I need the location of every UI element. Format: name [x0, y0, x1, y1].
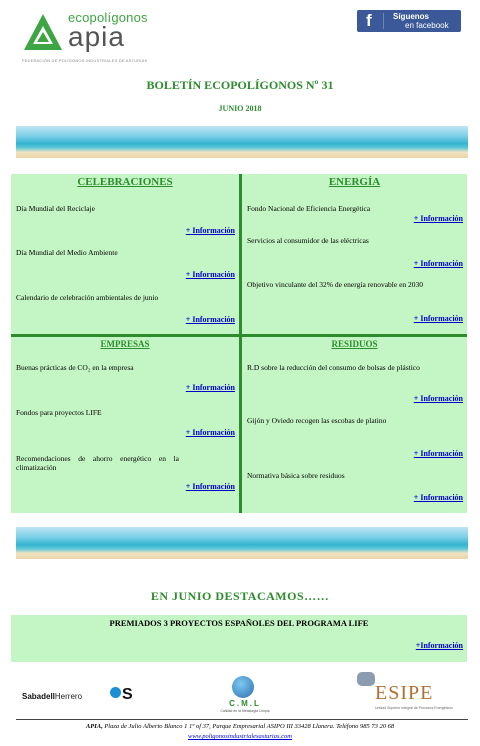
section-title: EMPRESAS	[100, 339, 150, 349]
cml-logo[interactable]	[210, 676, 280, 716]
highlight-news-title: PREMIADOS 3 PROYECTOS ESPAÑOLES DEL PROGRAMA LIFE	[109, 618, 369, 628]
esipe-logo-text: ESIPE	[375, 682, 434, 704]
more-info-link[interactable]: +Información	[415, 641, 463, 650]
grid-divider-vertical	[239, 174, 242, 513]
facebook-follow-sublabel: en facebook	[405, 21, 449, 30]
section-empresas	[11, 337, 239, 513]
more-info-link[interactable]: + Información	[185, 270, 235, 279]
sponsors-bar	[0, 670, 480, 718]
news-item: Día Mundial del Medio Ambiente	[16, 248, 118, 257]
bulletin-date: JUNIO 2018	[218, 104, 262, 113]
facebook-follow-button[interactable]	[357, 10, 461, 32]
logo-apia-text: apia	[68, 21, 125, 52]
facebook-icon: f	[366, 11, 372, 30]
news-item: Recomendaciones de ahorro energético en la climatización	[16, 454, 179, 472]
cml-logo-subtitle: Calidad en la Metalurgia Limpia	[220, 709, 270, 713]
os-logo-text: S	[122, 686, 133, 703]
section-residuos	[242, 337, 467, 513]
logo-ecopoligonos-text: ecopolígonos	[68, 10, 148, 25]
sabadell-herrero-logo[interactable]	[22, 692, 82, 701]
section-title: CELEBRACIONES	[77, 176, 173, 188]
more-info-link[interactable]: + Información	[185, 482, 235, 491]
more-info-link[interactable]: + Información	[413, 314, 463, 323]
esipe-logo-subtitle: Unidad Superior Integral de Procesos Energéticos	[375, 706, 453, 710]
bulletin-title: BOLETÍN ECOPOLÍGONOS Nº 31	[146, 78, 334, 92]
more-info-link[interactable]: + Información	[413, 214, 463, 223]
os-dot-icon	[110, 687, 121, 698]
more-info-link[interactable]: + Información	[413, 449, 463, 458]
cml-logo-text: C.M.L	[229, 699, 261, 708]
more-info-link[interactable]: + Información	[413, 394, 463, 403]
apia-logo[interactable]	[22, 10, 172, 68]
footer-org: APIA,	[85, 723, 103, 730]
highlight-title: EN JUNIO DESTACAMOS……	[150, 589, 330, 603]
footer-divider	[16, 719, 468, 720]
more-info-link[interactable]: + Información	[185, 428, 235, 437]
speech-bubble-icon	[357, 672, 375, 686]
section-energia	[242, 174, 467, 334]
footer-address-text: Plaza de Julio Alberto Blanco 1 1º of 37, Parque Empresarial ASIPO III 33428 Llanera. Teléfono 985 73 20 68	[102, 723, 395, 730]
header	[0, 0, 480, 70]
news-item: Fondos para proyectos LIFE	[16, 408, 102, 417]
footer-website-link[interactable]: www.poligonosindustrialesasturias.com	[188, 733, 292, 740]
os-logo[interactable]	[110, 686, 133, 704]
more-info-link[interactable]: + Información	[413, 259, 463, 268]
news-item: Normativa básica sobre residuos	[247, 471, 345, 480]
news-item: Gijón y Oviedo recogen las escobas de platino	[247, 416, 387, 425]
news-item: Calendario de celebración ambientales de junio	[16, 293, 159, 302]
facebook-follow-label: Síguenos	[393, 12, 430, 21]
beach-banner-image	[16, 126, 468, 158]
more-info-link[interactable]: + Información	[413, 493, 463, 502]
section-title: RESIDUOS	[331, 339, 378, 349]
globe-icon	[232, 676, 254, 698]
esipe-logo[interactable]	[355, 672, 465, 716]
grid-divider-horizontal	[11, 334, 467, 337]
news-item: Objetivo vinculante del 32% de energía renovable en 2030	[247, 280, 424, 289]
facebook-divider	[383, 13, 384, 29]
herrero-logo-text: Herrero	[54, 692, 83, 701]
section-celebraciones	[11, 174, 239, 334]
logo-subtitle: FEDERACIÓN DE POLÍGONOS INDUSTRIALES DE ASTURIAS	[22, 58, 148, 63]
sections-grid	[11, 174, 467, 513]
section-title: ENERGÍA	[328, 176, 381, 188]
news-item: Día Mundial del Reciclaje	[16, 204, 95, 213]
news-item: R.D sobre la reducción del consumo de bolsas de plástico	[247, 363, 420, 372]
footer-address	[0, 723, 480, 730]
news-item: Fondo Nacional de Eficiencia Energética	[247, 204, 371, 213]
news-item: Buenas prácticas de CO₂ en la empresa	[16, 363, 134, 372]
more-info-link[interactable]: + Información	[185, 315, 235, 324]
beach-banner-image	[16, 527, 468, 559]
more-info-link[interactable]: + Información	[185, 226, 235, 235]
news-item: Servicios al consumidor de las eléctricas	[247, 236, 369, 245]
more-info-link[interactable]: + Información	[185, 383, 235, 392]
highlight-news-box	[11, 615, 467, 662]
sabadell-logo-text: Sabadell	[22, 692, 55, 701]
triangle-logo-icon	[22, 12, 64, 52]
